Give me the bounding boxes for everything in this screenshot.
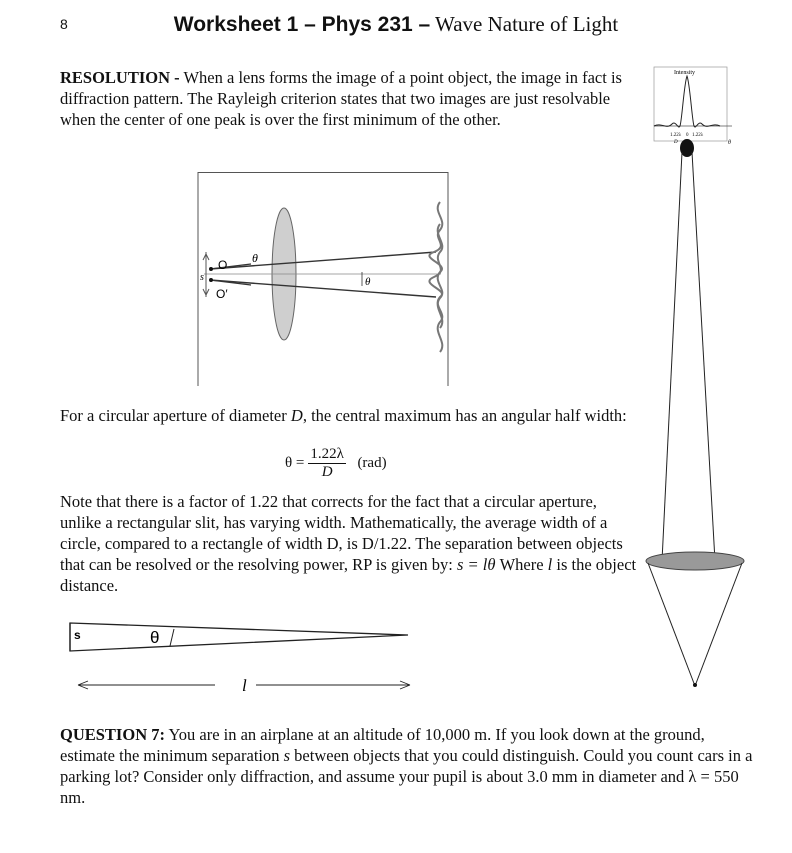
axis-theta: θ [728, 140, 731, 146]
formula-fraction [308, 446, 346, 481]
lens-diffraction-figure [196, 172, 450, 386]
label-theta-left: θ [252, 251, 258, 265]
wedge-l-label: l [242, 676, 247, 695]
circ-p1: For a circular aperture of diameter [60, 406, 291, 425]
q7-s: s [283, 746, 291, 765]
label-o: O [218, 258, 228, 272]
title-rest: Wave Nature of Light [430, 12, 619, 36]
circ-p2: , the central maximum has an angular half width: [302, 406, 627, 425]
note-eq: s = lθ [456, 555, 496, 574]
note-paragraph [60, 491, 640, 596]
q7-label: QUESTION 7: [60, 725, 165, 744]
axis-left: 1.22λ [670, 133, 682, 138]
side-figure [640, 64, 760, 694]
resolution-text: When a lens forms the image of a point object, the image in fact is diffraction pattern. The Rayleigh criterion states that two images are just resolvable when the center of one peak is over the first minimum of the other. [60, 68, 622, 129]
intensity-peak [654, 76, 720, 127]
circ-d: D [290, 406, 303, 425]
axis-center: 0 [686, 133, 689, 138]
note-p2: Where [495, 555, 548, 574]
angular-half-width-formula [285, 446, 387, 481]
label-s: s [200, 272, 204, 283]
note-p1: Note that there is a factor of 1.22 that corrects for the fact that a circular aperture, unlike a rectangular slit, has varying width. Mathematically, the average width of a circle, compared to a rectangle of width D, is D/1.22. The separation between objects that can be resolved or the resolving power, RP is given by: [60, 492, 623, 574]
circular-aperture-paragraph [60, 405, 640, 426]
wedge-shape [70, 623, 408, 651]
wedge-s-label: s [74, 628, 81, 642]
formula-lhs: θ = [285, 455, 305, 471]
title-bold: Worksheet 1 – Phys 231 – [173, 13, 431, 36]
formula-denominator: D [321, 464, 333, 480]
question-7 [60, 724, 760, 808]
q7-p2: between objects that you could distinguish. Could you count cars in a parking lot? Consider only diffraction, and assume your pupil is about 3.0 mm in diameter and λ = 550 nm. [60, 746, 753, 807]
note-l: l [547, 555, 553, 574]
eye-lens [646, 552, 744, 570]
q7-p1: You are in an airplane at an altitude of 10,000 m. If you look down at the ground, estimate the minimum separation [60, 725, 705, 765]
axis-right: 1.22λ [692, 133, 704, 138]
formula-numerator: 1.22λ [310, 446, 344, 462]
resolution-paragraph [60, 67, 635, 130]
resolution-label: RESOLUTION - [60, 68, 180, 87]
label-theta-right: θ [365, 276, 371, 288]
wedge-figure [60, 615, 430, 700]
page-title [0, 12, 792, 37]
intensity-label: Intensity [674, 70, 695, 76]
page-number: 8 [60, 16, 68, 32]
note-p3: is the object distance. [60, 555, 637, 595]
formula-unit: (rad) [357, 455, 387, 471]
label-o-prime: O′ [216, 287, 228, 301]
axis-sub: D [674, 140, 678, 145]
wedge-theta-label: θ [150, 628, 160, 647]
